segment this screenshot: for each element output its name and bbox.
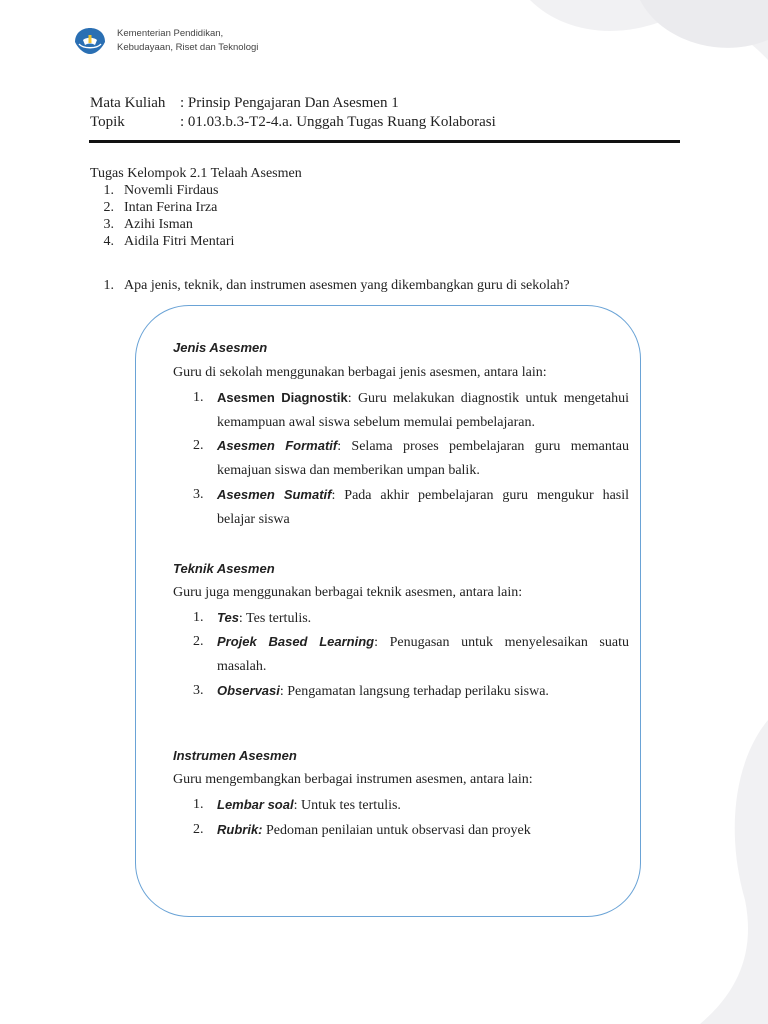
item-text-continued: kemampuan awal siswa sebelum memulai pembelajaran. [217,415,536,430]
list-item [193,483,629,532]
item-text: : Guru melakukan diagnostik untuk mengetahui [347,391,629,406]
question-number: 1. [103,278,114,293]
item-text: : Selama proses pembelajaran guru memantau [337,439,629,454]
topic-label: Topik [90,114,125,130]
list-item [193,386,629,435]
header-divider [89,140,680,143]
topic-value: : 01.03.b.3-T2-4.a. Unggah Tugas Ruang Kolaborasi [180,114,496,130]
list-item [193,818,629,843]
member-name: Aidila Fitri Mentari [124,234,235,249]
item-number: 1. [193,610,204,625]
course-value: : Prinsip Pengajaran Dan Asesmen 1 [180,95,399,111]
term-label: Observasi [217,683,280,698]
item-text: : Pengamatan langsung terhadap perilaku siswa. [279,684,549,699]
item-number: 2. [193,634,204,649]
section-heading-teknik: Teknik Asesmen [173,561,275,576]
term-label: Rubrik: [217,822,263,837]
section-heading-instrumen: Instrumen Asesmen [173,748,297,763]
member-number: 3. [103,217,114,232]
ministry-name-line1: Kementerian Pendidikan, [117,28,224,39]
term-label: Lembar soal [217,797,294,812]
item-number: 2. [193,438,204,453]
list-item [90,216,302,233]
item-text: : Penugasan untuk menyelesaikan suatu [374,635,629,650]
term-label: Asesmen Formatif [217,438,338,453]
section-intro-teknik: Guru juga menggunakan berbagai teknik asesmen, antara lain: [173,585,523,600]
list-item [90,182,302,199]
list-item [193,434,629,483]
section-intro-jenis: Guru di sekolah menggunakan berbagai jenis asesmen, antara lain: [173,365,547,380]
ministry-logo [73,26,258,56]
member-name: Intan Ferina Irza [124,200,218,215]
item-text: : Untuk tes tertulis. [293,798,401,813]
question-text: Apa jenis, teknik, dan instrumen asesmen yang dikembangkan guru di sekolah? [124,278,570,293]
list-item [193,606,629,631]
section-intro-instrumen: Guru mengembangkan berbagai instrumen asesmen, antara lain: [173,772,533,787]
course-label: Mata Kuliah [90,95,166,111]
term-label: Projek Based Learning [217,634,375,649]
list-item [193,630,629,679]
item-text-continued: kemajuan siswa dan memberikan umpan balik. [217,463,480,478]
item-text: : Pada akhir pembelajaran guru mengukur hasil [331,488,630,503]
item-number: 3. [193,487,204,502]
item-text: Pedoman penilaian untuk observasi dan proyek [262,823,531,838]
list-item [193,679,629,704]
member-number: 2. [103,200,114,215]
term-label: Asesmen Sumatif [217,487,332,502]
term-label: Asesmen Diagnostik [217,390,348,405]
item-number: 1. [193,390,204,405]
member-list [90,182,302,250]
section-heading-jenis: Jenis Asesmen [173,340,268,355]
term-label: Tes [217,610,239,625]
assignment-title: Tugas Kelompok 2.1 Telaah Asesmen [90,166,302,181]
item-number: 2. [193,822,204,837]
question-1 [90,278,570,294]
course-meta [90,94,496,132]
tut-wuri-handayani-emblem-icon [73,26,107,56]
list-item [193,793,629,818]
group-info [90,165,302,250]
member-number: 1. [103,183,114,198]
member-number: 4. [103,234,114,249]
member-name: Novemli Firdaus [124,183,219,198]
item-text: : Tes tertulis. [238,611,312,626]
item-number: 3. [193,683,204,698]
item-text-continued: masalah. [217,659,267,674]
item-text-continued: belajar siswa [217,512,290,527]
member-name: Azihi Isman [124,217,193,232]
item-number: 1. [193,797,204,812]
ministry-name-line2: Kebudayaan, Riset dan Teknologi [117,42,259,53]
list-item [90,233,302,250]
list-item [90,199,302,216]
